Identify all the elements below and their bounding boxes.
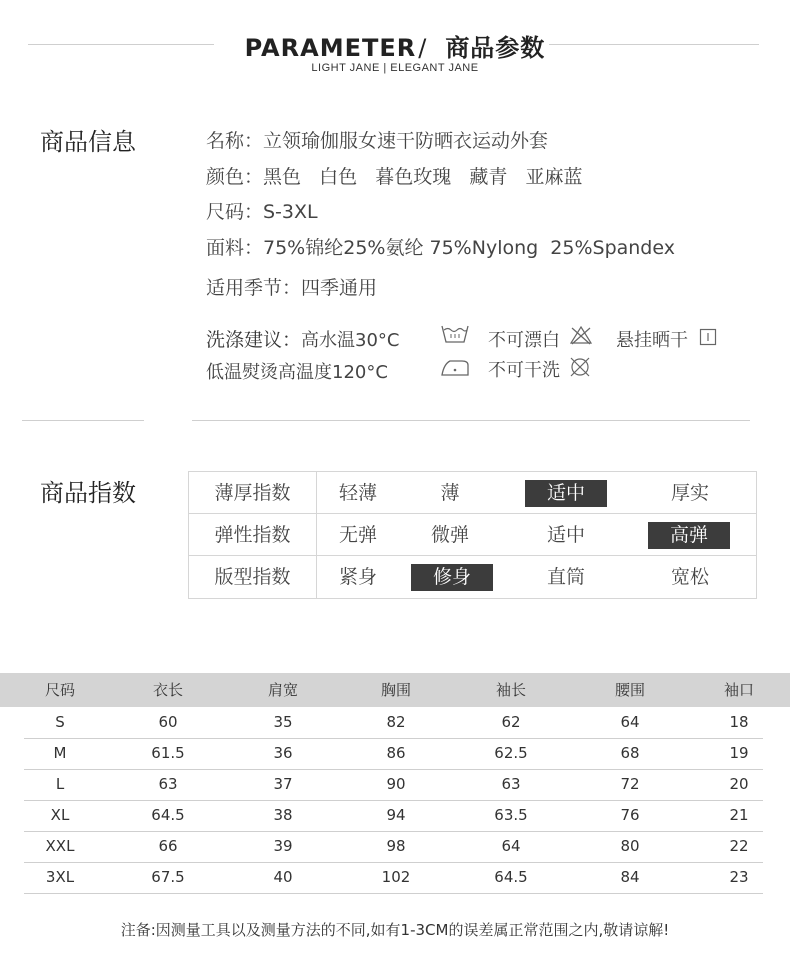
product-name: 名称：立领瑜伽服女速干防晒衣运动外套 xyxy=(206,130,549,152)
title-en: PARAMETER xyxy=(244,34,417,62)
size-table-cell: 84 xyxy=(620,868,640,886)
product-size: 尺码：S-3XL xyxy=(206,201,318,223)
size-table-cell: 67.5 xyxy=(151,868,185,886)
size-table-cell: 86 xyxy=(386,744,406,762)
index-option: 适中 xyxy=(546,524,585,546)
size-table-cell: 22 xyxy=(729,837,749,855)
size-table-cell: XXL xyxy=(45,837,75,855)
size-header-cell: 袖口 xyxy=(723,681,754,699)
title-slash: / xyxy=(418,34,428,62)
index-option: 适中 xyxy=(525,480,607,507)
size-table-cell: 37 xyxy=(273,775,293,793)
wash-basin-icon xyxy=(440,324,470,348)
index-row-elasticity xyxy=(189,514,756,556)
size-table-cell: 80 xyxy=(620,837,640,855)
index-label: 薄厚指数 xyxy=(189,472,317,513)
size-table-cell: 102 xyxy=(381,868,411,886)
size-table-cell: 76 xyxy=(620,806,640,824)
size-header-cell: 腰围 xyxy=(614,681,645,699)
size-table-cell: 90 xyxy=(386,775,406,793)
iron-icon xyxy=(440,358,470,382)
index-option: 直筒 xyxy=(546,566,585,588)
size-table-cell: 36 xyxy=(273,744,293,762)
index-option: 微弹 xyxy=(430,524,469,546)
no-bleach-icon xyxy=(569,325,593,349)
wash-temp: 高水温30°C xyxy=(301,330,400,351)
index-option: 修身 xyxy=(411,564,493,591)
size-table-cell: 94 xyxy=(386,806,406,824)
size-table-cell: 3XL xyxy=(45,868,75,886)
size-table-cell: 40 xyxy=(273,868,293,886)
size-row-divider xyxy=(24,893,763,894)
wash-title: 洗涤建议： xyxy=(206,329,302,351)
product-color: 颜色：黑色 白色 暮色玫瑰 藏青 亚麻蓝 xyxy=(206,166,583,188)
size-table-cell: 63 xyxy=(501,775,521,793)
index-row-thickness xyxy=(189,472,756,514)
no-dry-clean-icon xyxy=(569,356,591,382)
size-table-cell: 64 xyxy=(501,837,521,855)
size-table-cell: 23 xyxy=(729,868,749,886)
size-table-cell: 61.5 xyxy=(151,744,185,762)
product-info-title: 商品信息 xyxy=(40,128,136,156)
size-table-cell: 62 xyxy=(501,713,521,731)
index-option: 紧身 xyxy=(338,566,377,588)
index-row-fit xyxy=(189,556,756,598)
title-cn: 商品参数 xyxy=(445,34,546,62)
size-table-cell: 82 xyxy=(386,713,406,731)
product-fabric: 面料：75%锦纶25%氨纶 75%Nylong 25%Spandex xyxy=(206,237,675,259)
size-header-cell: 袖长 xyxy=(495,681,526,699)
divider-left xyxy=(22,420,144,421)
size-header-cell: 衣长 xyxy=(152,681,183,699)
size-header-cell: 肩宽 xyxy=(267,681,298,699)
index-option: 无弹 xyxy=(338,524,377,546)
size-header-cell: 尺码 xyxy=(44,681,75,699)
size-table-cell: 19 xyxy=(729,744,749,762)
index-option: 宽松 xyxy=(670,566,709,588)
measurement-note: 注备:因测量工具以及测量方法的不同,如有1-3CM的误差属正常范围之内,敬请谅解! xyxy=(120,921,670,939)
iron-instruction: 低温熨烫高温度120°C xyxy=(206,362,388,383)
size-table-cell: 64.5 xyxy=(151,806,185,824)
size-table-cell: 98 xyxy=(386,837,406,855)
size-table-cell: 63 xyxy=(158,775,178,793)
size-table-cell: 68 xyxy=(620,744,640,762)
no-bleach-label: 不可漂白 xyxy=(488,330,560,351)
index-label: 弹性指数 xyxy=(189,514,317,555)
index-option: 厚实 xyxy=(670,482,709,504)
product-season: 适用季节：四季通用 xyxy=(206,277,378,299)
page-subtitle: LIGHT JANE | ELEGANT JANE xyxy=(311,62,479,74)
size-table-cell: 18 xyxy=(729,713,749,731)
product-index-title: 商品指数 xyxy=(40,479,136,507)
size-table-cell: 64.5 xyxy=(494,868,528,886)
size-table-cell: 60 xyxy=(158,713,178,731)
size-table-cell: 64 xyxy=(620,713,640,731)
size-table-cell: 66 xyxy=(158,837,178,855)
no-dry-clean-label: 不可干洗 xyxy=(488,360,560,381)
hang-dry-icon xyxy=(699,328,717,350)
size-table-cell: 72 xyxy=(620,775,640,793)
index-option: 高弹 xyxy=(648,522,730,549)
page-title xyxy=(0,28,790,63)
wash-instructions xyxy=(206,325,400,352)
index-option: 薄 xyxy=(440,482,460,504)
size-table-cell: 63.5 xyxy=(494,806,528,824)
divider-right xyxy=(192,420,750,421)
product-index-table xyxy=(188,471,757,599)
index-label: 版型指数 xyxy=(189,556,317,598)
hang-dry-label: 悬挂晒干 xyxy=(616,330,688,351)
size-table-cell: 62.5 xyxy=(494,744,528,762)
size-table-cell: 20 xyxy=(729,775,749,793)
size-table-cell: L xyxy=(55,775,65,793)
size-header-cell: 胸围 xyxy=(380,681,411,699)
size-table-cell: 39 xyxy=(273,837,293,855)
size-table-cell: XL xyxy=(50,806,70,824)
index-option: 轻薄 xyxy=(338,482,377,504)
size-table-cell: S xyxy=(55,713,65,731)
size-table-cell: 21 xyxy=(729,806,749,824)
size-table-cell: M xyxy=(53,744,67,762)
size-table-cell: 38 xyxy=(273,806,293,824)
size-table-cell: 35 xyxy=(273,713,293,731)
